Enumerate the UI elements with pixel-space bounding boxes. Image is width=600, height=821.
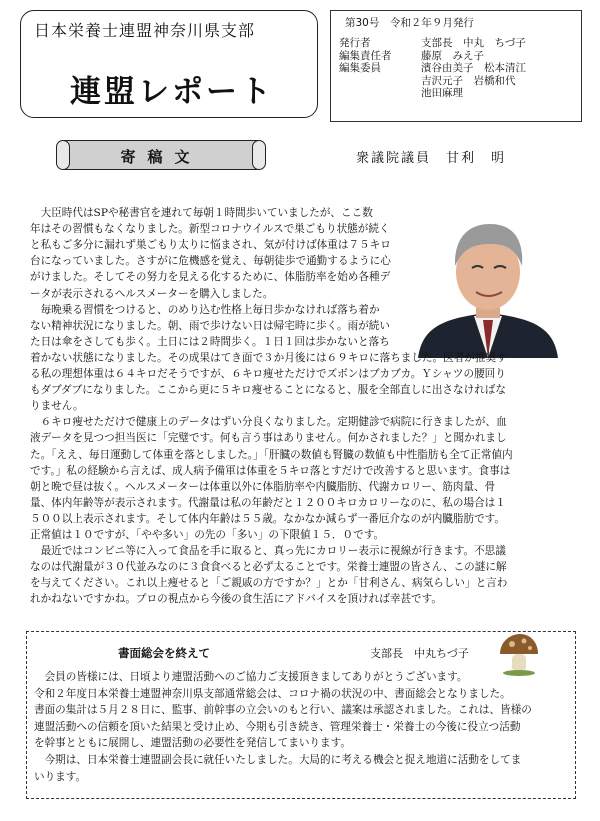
article-line: ５００以上表示されます。そして体内年齢は５５歳。なかなか減らず一番厄介なのが内臓脂肪です。 <box>30 512 506 525</box>
info-row-key: 発行者 <box>339 37 371 49</box>
info-row-value: 池田麻理 <box>421 87 463 100</box>
info-row <box>339 62 526 75</box>
article-line: る私の理想体重は６４キロだそうですが、６キロ痩せただけでズボンはブカブカ。Ｙシャツの腰回り <box>30 368 506 380</box>
newsletter-title: 連盟レポート <box>70 74 274 110</box>
report-line: を幹事とともに展開し、連盟活動の必要性を発信してまいります。 <box>34 737 351 750</box>
info-row-value: 吉沢元子 岩橋和代 <box>421 74 516 87</box>
organization-name: 日本栄養士連盟神奈川県支部 <box>34 21 256 40</box>
report-author: 支部長 中丸ちづ子 <box>370 647 469 660</box>
issue-info-box <box>330 10 582 122</box>
article-line: と私もご多分に漏れず巣ごもり太りに悩まされ、気が付けば体重は７５キロ <box>30 239 391 252</box>
info-row <box>339 87 463 100</box>
report-line: 会員の皆様には、日頃より連盟活動へのご協力ご支援頂きましてありがとうございます。 <box>34 671 468 683</box>
article-line: た日は傘をさしても歩く。土日には２時間歩く。１日１回は歩かないと落ち <box>30 335 390 348</box>
article-line: 年はその習慣もなくなりました。新型コロナウイルスで巣ごもり状態が続く <box>30 223 390 236</box>
info-row <box>339 50 484 63</box>
article-line: 大臣時代はSPや秘書官を連れて毎朝１時間歩いていましたが、ここ数 <box>30 207 373 219</box>
report-line: 令和２年度日本栄養士連盟神奈川県支部通常総会は、コロナ禍の状況の中、書面総会となりました。 <box>34 687 511 700</box>
report-title: 書面総会を終えて <box>118 646 210 660</box>
article-line: もダブダブになりました。ここから更に５キロ痩せることになると、服を全部直しに出さなければな <box>30 384 506 397</box>
article-line: ６キロ痩せただけで健康上のデータはずい分良くなりました。定期健診で病院に行きましたが、血 <box>30 416 507 429</box>
article-line: です。」私の経験から言えば、成人病予備軍は体重を５キロ落とすだけで改善すると思います。食事は <box>30 464 511 477</box>
info-row-key: 編集委員 <box>339 62 381 75</box>
report-line: 書面の集計は５月２８日に、監事、前幹事の立会いのもと行い、議案は承認されました。これは、皆様の <box>34 704 532 717</box>
section-label: 寄稿文 <box>120 148 202 166</box>
article-line: 朝と晩で昼は抜く。ヘルスメーターは体重以外に体脂肪率や内臓脂肪、代謝カロリー、筋肉量、骨 <box>30 480 496 493</box>
article-line: 液データを見つつ担当医に「完璧です。何も言う事はありません。何かされました？」と聞かれまし <box>30 432 507 445</box>
article-line: ータが表示されるヘルスメーターを購入しました。 <box>30 287 274 300</box>
report-line: 連盟活動への信頼を頂いた結果と受け止め、今期も引き続き、管理栄養士・栄養士の今後に役立つ活動 <box>34 720 521 733</box>
author-portrait <box>412 208 564 358</box>
info-row-value: 濱谷由美子 松本清江 <box>421 62 526 75</box>
article-line: 最近ではコンビニ等に入って食品を手に取ると、真っ先にカロリー表示に視線が行きます。不思議 <box>30 545 506 558</box>
article-line: た。「ええ、毎日運動して体重を落としました。」「肝臓の数値も腎臓の数値も中性脂肪も全て正常値内 <box>30 448 513 461</box>
article-line: れかねないですかね。プロの視点から今後の食生活にアドバイスを頂ければ幸甚です。 <box>30 593 442 606</box>
article-line: 台になっていました。さすがに危機感を覚え、毎朝徒歩で通勤するように心 <box>30 255 391 268</box>
report-line: いります。 <box>34 770 87 783</box>
info-row-value: 藤原 みえ子 <box>421 49 484 62</box>
article-line: 着かない状態になりました。その成果はてき面で３か月後には６９キロに落ちました。医者が推奨す <box>30 351 507 364</box>
mushroom-illustration <box>496 632 542 676</box>
article-line: 毎晩乗る習慣をつけると、のめり込む性格上毎日歩かなければ落ち着か <box>30 303 380 316</box>
article-line: 正常値は１０ですが、「やや多い」の先の「多い」の下限値１５．０です。 <box>30 529 385 541</box>
info-row <box>339 75 516 88</box>
report-line: 今期は、日本栄養士連盟副会長に就任いたしました。大局的に考える機会と捉え地道に活動をしてま <box>34 754 522 766</box>
article-line: がけました。そしてその努力を見える化するために、体脂肪率を始め各種デ <box>30 271 391 284</box>
article-line: ない精神状況になりました。朝、雨で歩けない日は帰宅時に歩く。雨が続い <box>30 319 390 332</box>
article-line: 量、体内年齢等が表示されます。代謝量は私の年齢だと１２００キロカロリーなのに、私の場合は１ <box>30 496 506 509</box>
info-row <box>339 37 526 50</box>
section-scroll-banner <box>54 140 264 170</box>
info-row-value: 支部長 中丸 ちづ子 <box>421 37 526 49</box>
article-line: りません。 <box>30 400 84 413</box>
info-row-key: 編集責任者 <box>339 49 392 62</box>
issue-number-date: 第30号 令和２年９月発行 <box>345 17 474 29</box>
article-line: なのは代謝量が３０代並みなのに３食食べると必ず太ることです。栄養士連盟の皆さん、この謎に解 <box>30 561 507 574</box>
article-line: を与えてください。これ以上痩せると「ご親戚の方ですか？」とか「甘利さん、病気らしい」と言わ <box>30 577 508 590</box>
article-author: 衆議院議員 甘利 明 <box>356 151 507 166</box>
